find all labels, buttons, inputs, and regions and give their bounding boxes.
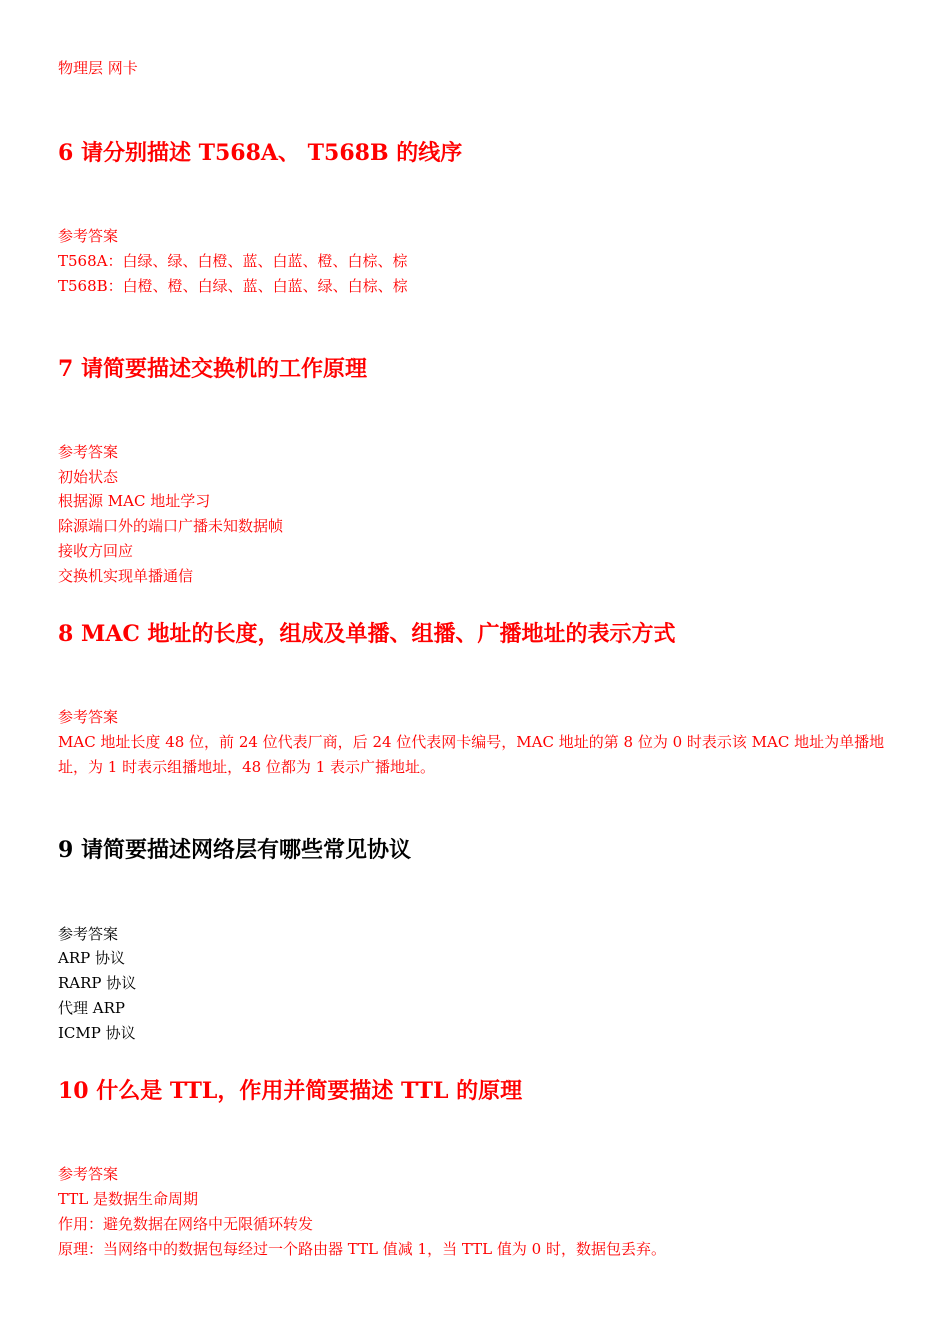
question-6-answer-label: 参考答案 (58, 227, 119, 245)
question-7-heading: 7 请简要描述交换机的工作原理 (58, 356, 367, 382)
question-7-answer-line: 接收方回应 (58, 542, 134, 560)
question-7-answer-line: 除源端口外的端口广播未知数据帧 (58, 517, 284, 535)
question-6-answer-line: T568B：白橙、橙、白绿、蓝、白蓝、绿、白棕、棕 (58, 277, 408, 295)
question-10-heading: 10 什么是 TTL，作用并简要描述 TTL 的原理 (58, 1078, 523, 1104)
question-10-answer-label: 参考答案 (58, 1165, 119, 1183)
question-6-answer-line: T568A：白绿、绿、白橙、蓝、白蓝、橙、白棕、棕 (58, 252, 408, 270)
question-10-answer-line: 原理：当网络中的数据包每经过一个路由器 TTL 值减 1，当 TTL 值为 0 时，数据包丢弃。 (58, 1240, 666, 1258)
question-6-heading: 6 请分别描述 T568A、 T568B 的线序 (58, 140, 463, 166)
question-9-answer-line: 代理 ARP (58, 999, 125, 1017)
question-8-heading: 8 MAC 地址的长度，组成及单播、组播、广播地址的表示方式 (58, 621, 676, 647)
top-line: 物理层 网卡 (58, 59, 138, 77)
question-9-answer-line: RARP 协议 (58, 974, 137, 992)
question-9-answer-label: 参考答案 (58, 925, 119, 943)
question-9-heading: 9 请简要描述网络层有哪些常见协议 (58, 837, 411, 863)
question-9-answer-line: ARP 协议 (58, 949, 125, 967)
question-7-answer-line: 交换机实现单播通信 (58, 567, 194, 585)
question-8-answer-label: 参考答案 (58, 708, 119, 726)
question-10-answer-line: 作用：避免数据在网络中无限循环转发 (58, 1215, 314, 1233)
question-9-answer-line: ICMP 协议 (58, 1024, 136, 1042)
question-7-answer-line: 初始状态 (58, 468, 119, 486)
question-7-answer-line: 根据源 MAC 地址学习 (58, 492, 211, 510)
question-10-answer-line: TTL 是数据生命周期 (58, 1190, 199, 1208)
question-8-answer-paragraph: MAC 地址长度 48 位，前 24 位代表厂商，后 24 位代表网卡编号，MAC 地址的第 8 位为 0 时表示该 MAC 地址为单播地址，为 1 时表示组播地址，48 位都为 1 表示广播地址。 (58, 733, 885, 776)
question-7-answer-label: 参考答案 (58, 443, 119, 461)
